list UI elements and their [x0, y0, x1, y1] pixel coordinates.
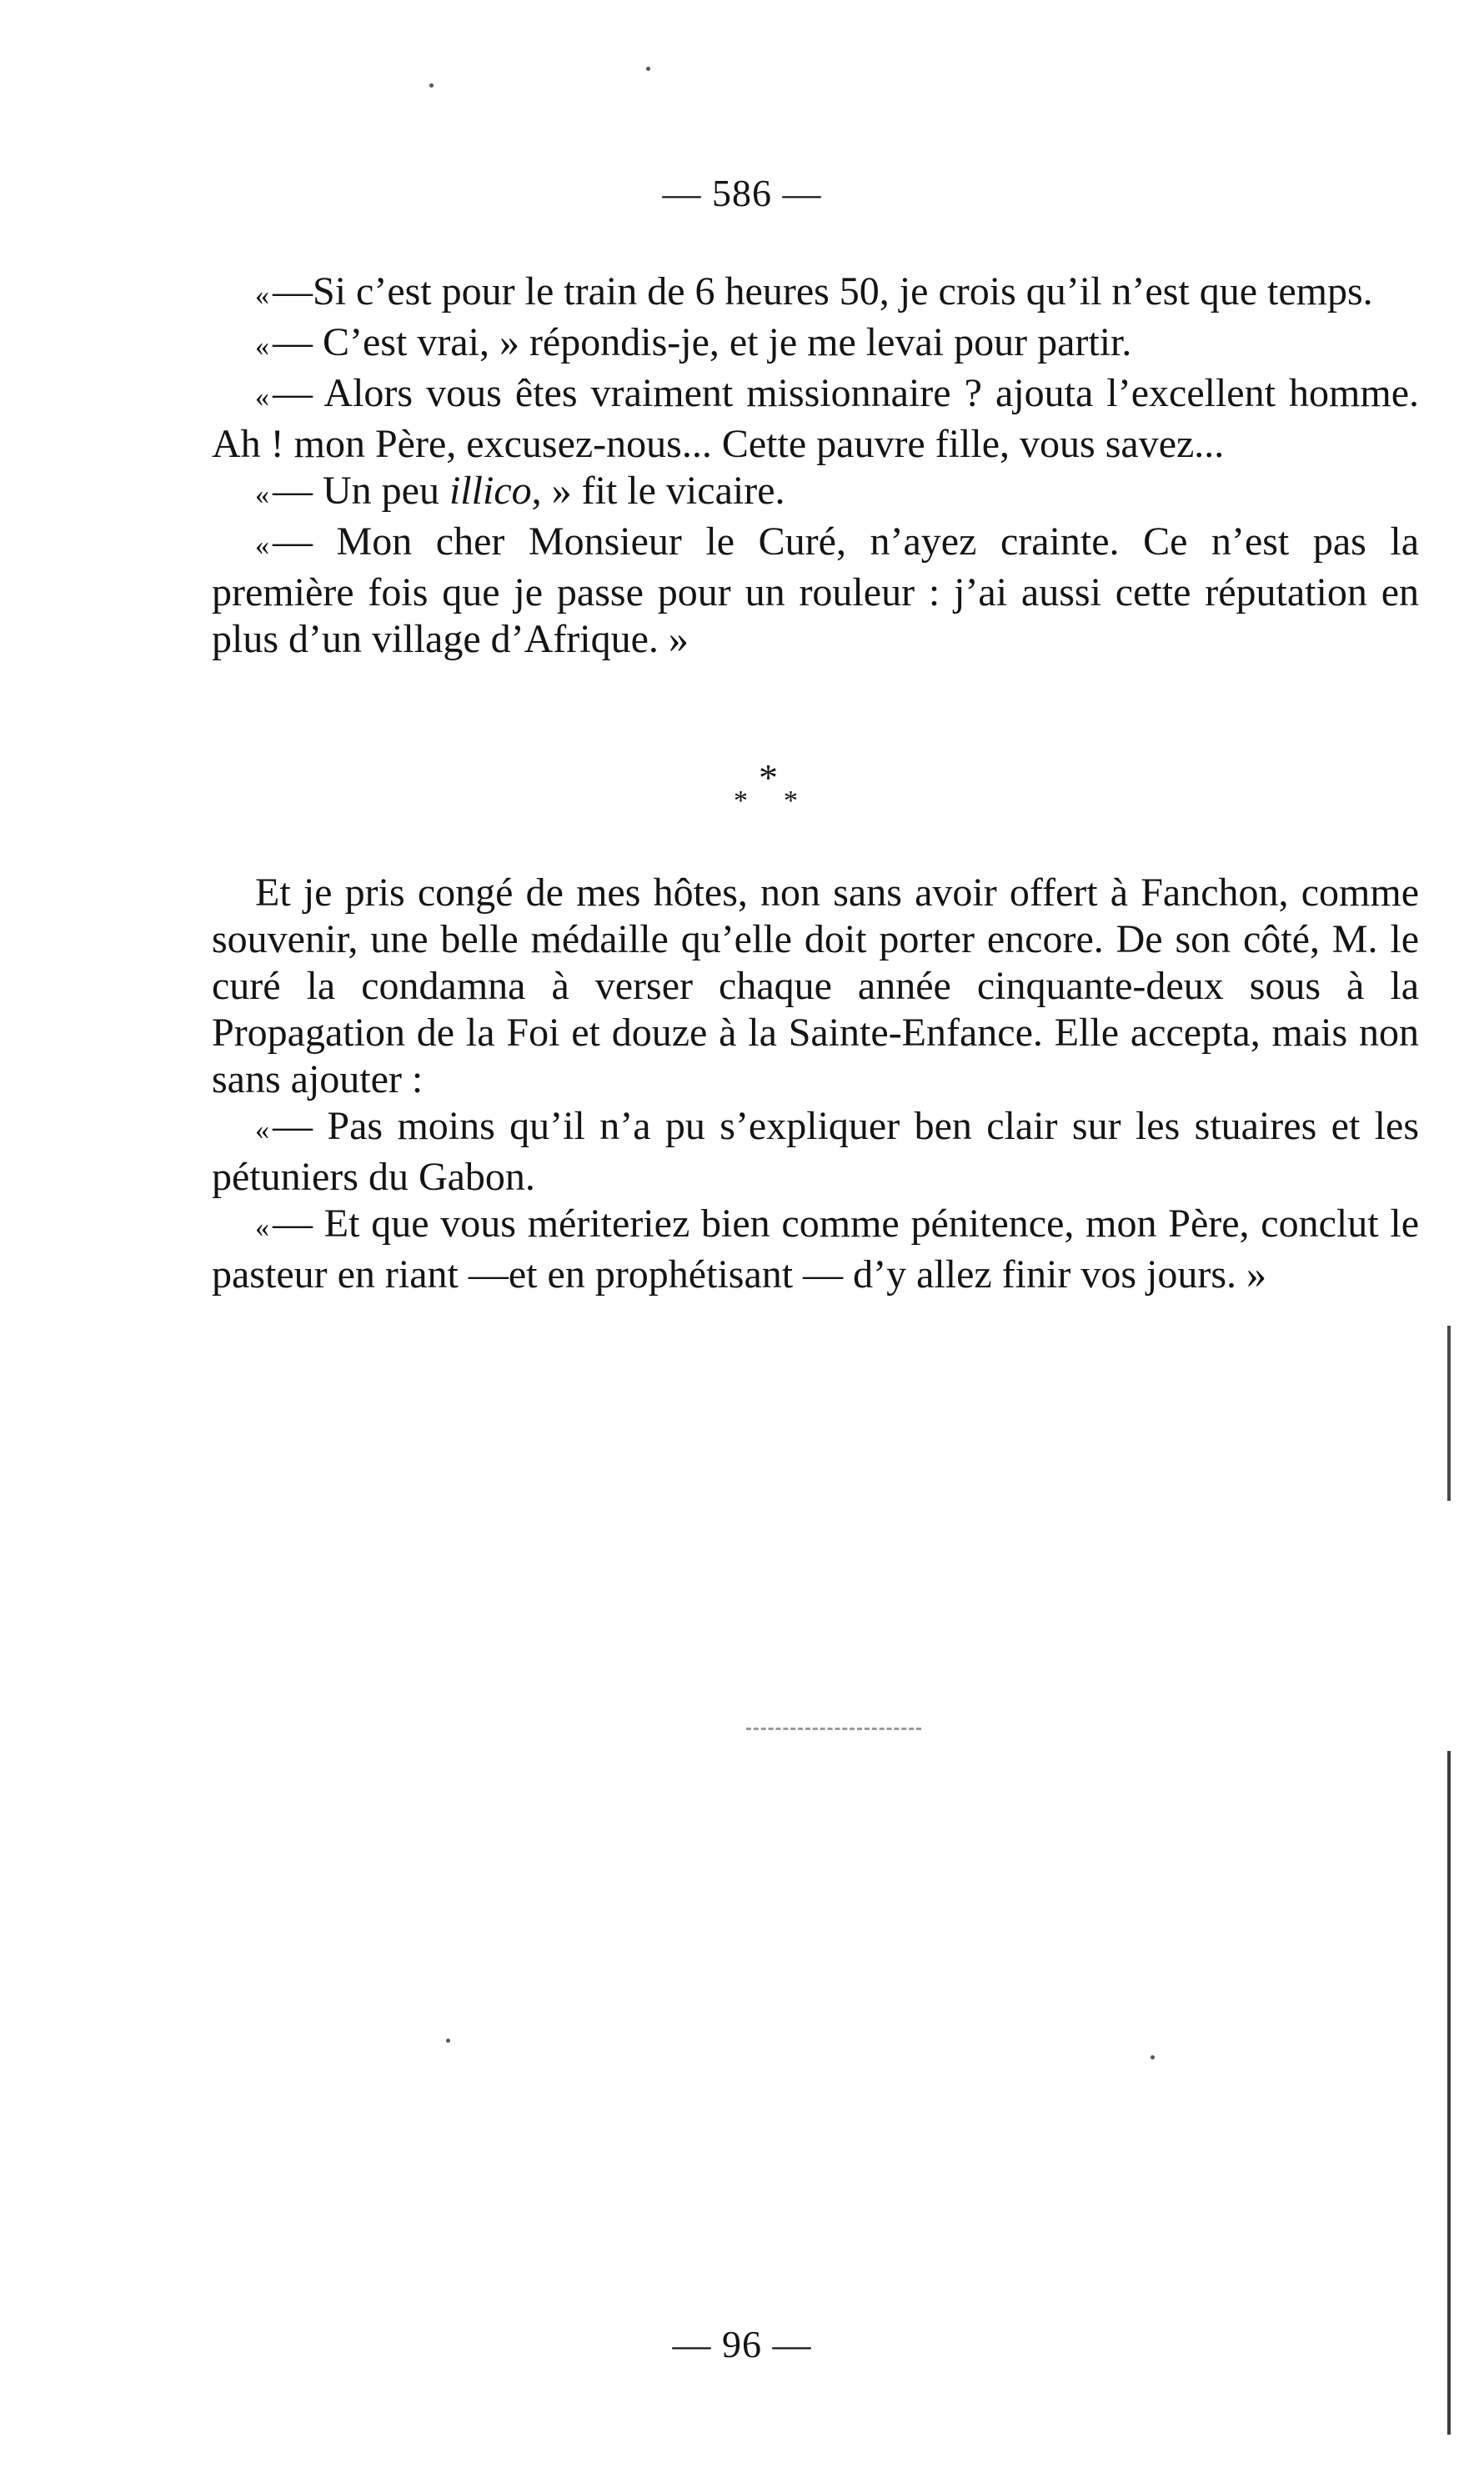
narrative-block-bottom: [212, 870, 1419, 1298]
section-asterism: [0, 756, 1484, 850]
italic-word: illico: [449, 469, 532, 513]
opening-quote: «: [255, 382, 269, 413]
paragraph-5: [212, 519, 1419, 663]
paragraph-text: — Et que vous mériteriez bien comme pénitence, mon Père, conclut le pasteur en riant —et en prophétisant — d’y allez finir vos jours. »: [212, 1201, 1419, 1297]
scan-speck: [1151, 2055, 1155, 2059]
opening-quote: «: [255, 1212, 269, 1243]
section-divider: [746, 1728, 921, 1730]
asterism-star: *: [734, 785, 748, 816]
dialogue-block-top: [212, 268, 1419, 663]
paragraph-8: [212, 1201, 1419, 1298]
paragraph-text-after: , » fit le vicaire.: [531, 469, 785, 513]
paragraph-text: — Mon cher Monsieur le Curé, n’ayez crainte. Ce n’est pas la première fois que je passe pour un rouleur : j’ai aussi cette réputation en plus d’un village d’Afrique. »: [212, 519, 1419, 661]
scan-edge-shadow: [1447, 1751, 1451, 2435]
opening-quote: «: [255, 479, 269, 510]
asterism-star: *: [784, 785, 798, 816]
opening-quote: «: [255, 530, 269, 561]
page-number-header: — 586 —: [662, 172, 822, 214]
opening-quote: «: [255, 280, 269, 311]
opening-quote: «: [255, 331, 269, 362]
paragraph-text: —Si c’est pour le train de 6 heures 50, je crois qu’il n’est que temps.: [273, 269, 1373, 314]
scan-speck: [646, 67, 650, 71]
paragraph-text: — Pas moins qu’il n’a pu s’expliquer ben clair sur les stuaires et les pétuniers du Gabon.: [212, 1104, 1419, 1199]
paragraph-2: [212, 319, 1419, 370]
opening-quote: «: [255, 1115, 269, 1146]
paragraph-text: — C’est vrai, » répondis-je, et je me levai pour partir.: [273, 320, 1132, 364]
paragraph-text: Et je pris congé de mes hôtes, non sans avoir offert à Fanchon, comme souvenir, une belle médaille qu’elle doit porter encore. De son côté, M. le curé la condamna à verser chaque année cinquante-deux sous à la Propagation de la Foi et douze à la Sainte-Enfance. Elle accepta, mais non sans ajouter :: [212, 870, 1419, 1101]
scan-edge-shadow: [1447, 1326, 1451, 1501]
paragraph-7: [212, 1103, 1419, 1201]
paragraph-text: — Alors vous êtes vraiment missionnaire ? ajouta l’excellent homme. Ah ! mon Père, excusez-nous... Cette pauvre fille, vous savez...: [212, 371, 1419, 466]
paragraph-3: [212, 370, 1419, 468]
scan-speck: [429, 83, 434, 88]
paragraph-1: [212, 268, 1419, 319]
paragraph-4: [212, 468, 1419, 519]
page-number-footer: — 96 —: [672, 2323, 812, 2365]
paragraph-text-before: — Un peu: [273, 469, 449, 513]
asterism-star: *: [759, 756, 778, 799]
scan-speck: [446, 2039, 450, 2043]
paragraph-6: [212, 870, 1419, 1103]
